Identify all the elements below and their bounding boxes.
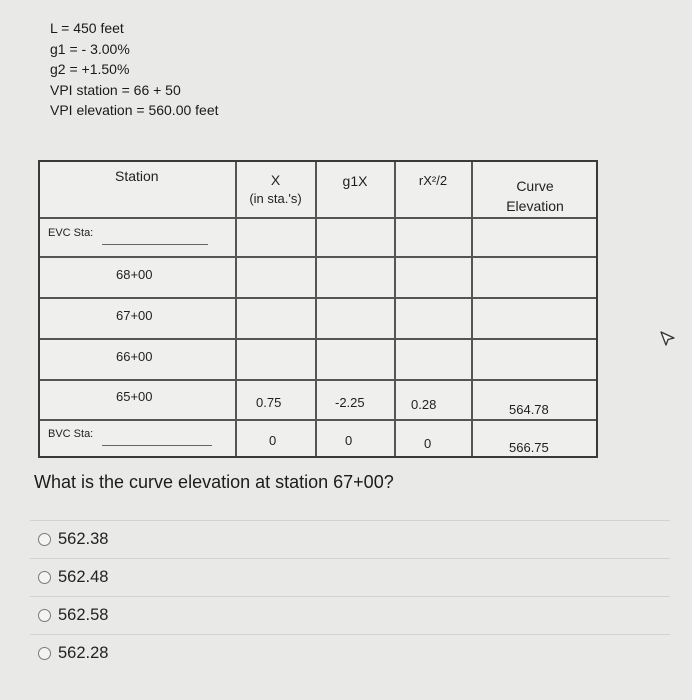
header-elevation: Elevation: [506, 198, 564, 214]
row-65-elevation: 564.78: [509, 402, 549, 417]
header-g1x: g1X: [342, 173, 368, 189]
bvc-station-blank: [102, 445, 212, 446]
mouse-cursor-icon: [658, 329, 678, 349]
given-g2: g2 = +1.50%: [50, 61, 130, 77]
given-data: [50, 18, 219, 121]
evc-station-label: EVC Sta:: [48, 227, 94, 239]
row-65-rx2: 0.28: [411, 397, 437, 412]
given-vpi-station: VPI station = 66 + 50: [50, 81, 181, 98]
bvc-station-label: BVC Sta:: [48, 428, 94, 440]
answer-option-1[interactable]: [30, 520, 670, 558]
station-65-00: 65+00: [116, 389, 153, 404]
bvc-g1x: 0: [345, 433, 353, 448]
bvc-x: 0: [269, 433, 277, 448]
answer-option-label: 562.38: [58, 530, 109, 548]
header-rx2: rX²/2: [418, 173, 448, 188]
bvc-elevation: 566.75: [509, 440, 549, 455]
table-divider: [315, 162, 317, 456]
answer-option-label: 562.58: [58, 606, 109, 624]
radio-button[interactable]: [38, 609, 51, 622]
table-divider: [40, 256, 596, 258]
station-66-00: 66+00: [116, 349, 153, 364]
row-65-g1x: -2.25: [335, 395, 365, 410]
table-divider: [394, 162, 396, 456]
row-65-x: 0.75: [256, 395, 282, 410]
table-divider: [40, 379, 596, 381]
table-divider: [40, 419, 596, 421]
answer-option-2[interactable]: [30, 558, 670, 596]
answer-option-4[interactable]: [30, 634, 670, 672]
table-divider: [40, 217, 596, 219]
table-divider: [40, 297, 596, 299]
table-divider: [40, 338, 596, 340]
station-68-00: 68+00: [116, 267, 153, 282]
given-length: L = 450 feet: [50, 20, 124, 36]
radio-button[interactable]: [38, 647, 51, 660]
bvc-rx2: 0: [424, 436, 432, 451]
evc-station-blank: [102, 244, 208, 245]
answer-option-3[interactable]: [30, 596, 670, 634]
header-x: X: [270, 172, 281, 188]
answer-option-label: 562.48: [58, 568, 109, 586]
station-67-00: 67+00: [116, 308, 153, 323]
table-divider: [235, 162, 237, 456]
given-g1: g1 = - 3.00%: [50, 40, 130, 57]
radio-button[interactable]: [38, 571, 51, 584]
header-curve: Curve: [516, 178, 554, 194]
header-station: Station: [115, 168, 159, 184]
curve-table: [38, 160, 598, 458]
answer-option-label: 562.28: [58, 644, 109, 662]
radio-button[interactable]: [38, 533, 51, 546]
question-text: What is the curve elevation at station 67+00?: [34, 472, 394, 492]
header-x-units: (in sta.'s): [249, 191, 302, 206]
given-vpi-elevation: VPI elevation = 560.00 feet: [50, 102, 219, 118]
